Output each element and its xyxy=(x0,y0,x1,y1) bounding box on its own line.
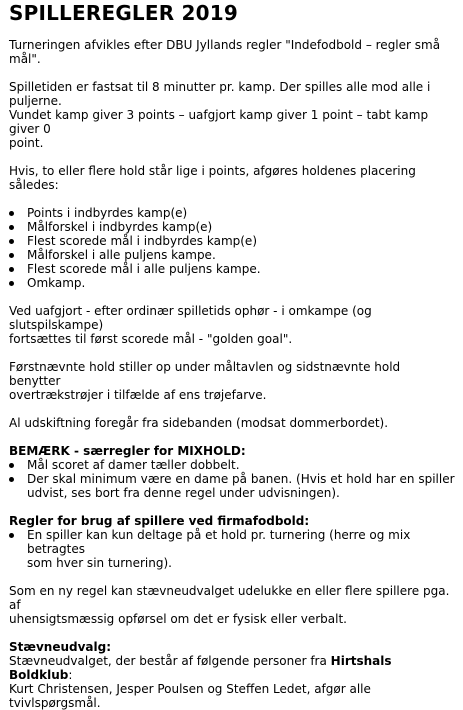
playtime-line-3: point. xyxy=(9,136,44,150)
club-name: Hirtshals Boldklub xyxy=(9,654,392,682)
list-item-text: udvist, ses bort fra denne regel under udvisningen). xyxy=(27,486,340,500)
list-item xyxy=(9,248,455,262)
bullet-icon xyxy=(9,477,14,482)
list-item xyxy=(9,472,455,500)
list-item xyxy=(9,206,455,220)
list-item-text: Omkamp. xyxy=(27,276,86,290)
list-item xyxy=(9,234,455,248)
intro-text: Turneringen afvikles efter DBU Jyllands regler "Indefodbold – regler små mål". xyxy=(9,38,441,66)
list-item xyxy=(9,276,455,290)
kit-line-1: Førstnævnte hold stiller op under måltavlen og sidstnævnte hold benytter xyxy=(9,360,401,388)
mix-rules-heading: BEMÆRK - særregler for MIXHOLD: xyxy=(9,444,246,458)
list-item xyxy=(9,220,455,234)
bullet-icon xyxy=(9,281,14,286)
list-item xyxy=(9,262,455,276)
page-title: SPILLEREGLER 2019 xyxy=(9,1,238,25)
substitution-text: Al udskiftning foregår fra sidebanden (modsat dommerbordet). xyxy=(9,416,389,430)
list-item-text: Målforskel i indbyrdes kamp(e) xyxy=(27,220,213,234)
committee-colon: : xyxy=(68,668,73,682)
list-item-text: Mål scoret af damer tæller dobbelt. xyxy=(27,458,240,472)
kit-line-2: overtrækstrøjer i tilfælde af ens trøjefarve. xyxy=(9,388,267,402)
list-item-text: Målforskel i alle puljens kampe. xyxy=(27,248,216,262)
bullet-icon xyxy=(9,463,14,468)
company-rules-heading: Regler for brug af spillere ved firmafodbold: xyxy=(9,514,310,528)
draw-line-1: Ved uafgjort - efter ordinær spilletids ophør - i omkampe (og slutspilskampe) xyxy=(9,304,372,332)
list-item-text: Flest scorede mål i alle puljens kampe. xyxy=(27,262,261,276)
exclusion-line-1: Som en ny regel kan stævneudvalget udelukke en eller flere spillere pga. af xyxy=(9,584,450,612)
list-item-text: Flest scorede mål i indbyrdes kamp(e) xyxy=(27,234,257,248)
bullet-icon xyxy=(9,267,14,272)
playtime-line-2: Vundet kamp giver 3 points – uafgjort kamp giver 1 point – tabt kamp giver 0 xyxy=(9,108,429,136)
committee-line-1 xyxy=(9,654,455,682)
list-item-text: som hver sin turnering). xyxy=(27,556,172,570)
bullet-icon xyxy=(9,211,14,216)
list-item-text: Der skal minimum være en dame på banen. (Hvis et hold har en spiller xyxy=(27,472,455,486)
committee-text: Stævneudvalget, der består af følgende personer fra xyxy=(9,654,331,668)
exclusion-line-2: uhensigtsmæssig opførsel om det er fysisk eller verbalt. xyxy=(9,612,347,626)
tie-break-list xyxy=(9,206,455,290)
tie-break-intro: Hvis, to eller flere hold står lige i points, afgøres holdenes placering således: xyxy=(9,164,416,192)
list-item xyxy=(9,528,455,570)
mix-rules-list xyxy=(9,458,455,500)
committee-heading: Stævneudvalg: xyxy=(9,640,112,654)
list-item-text: En spiller kan kun deltage på et hold pr. turnering (herre og mix betragtes xyxy=(27,528,411,556)
draw-line-2: fortsættes til først scorede mål - "golden goal". xyxy=(9,332,293,346)
list-item-text: Points i indbyrdes kamp(e) xyxy=(27,206,188,220)
list-item xyxy=(9,458,455,472)
committee-line-2: Kurt Christensen, Jesper Poulsen og Steffen Ledet, afgør alle tvivlspørgsmål. xyxy=(9,682,371,710)
bullet-icon xyxy=(9,225,14,230)
bullet-icon xyxy=(9,533,14,538)
company-rules-list xyxy=(9,528,455,570)
bullet-icon xyxy=(9,253,14,258)
bullet-icon xyxy=(9,239,14,244)
playtime-line-1: Spilletiden er fastsat til 8 minutter pr. kamp. Der spilles alle mod alle i puljerne. xyxy=(9,80,431,108)
